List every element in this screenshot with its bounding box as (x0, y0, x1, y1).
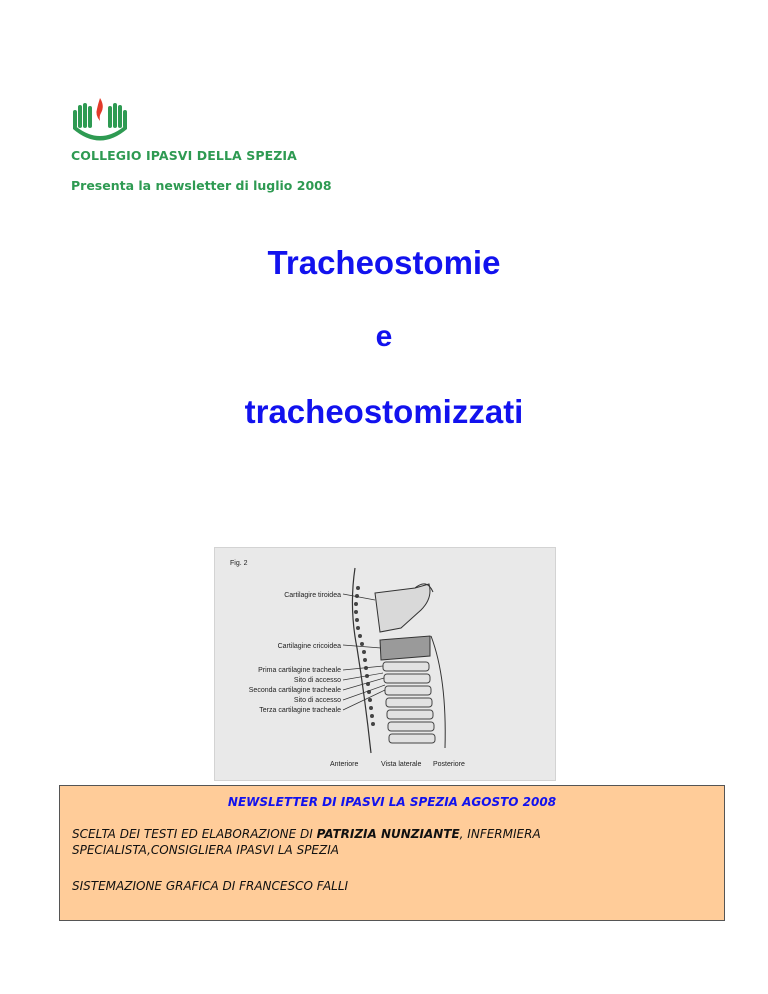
trachea-illustration (343, 568, 445, 753)
label-cartilagine-tiroidea: Cartilagire tiroidea (284, 592, 341, 599)
label-seconda-cartilagine: Seconda cartilagine tracheale (248, 687, 341, 694)
trachea-figure (214, 547, 556, 781)
title-line-1: Tracheostomie (267, 244, 501, 281)
title-line-3: tracheostomizzati (244, 393, 524, 430)
credits-text (72, 826, 692, 858)
label-vista-laterale: Vista laterale (381, 761, 422, 768)
label-cartilagine-cricoidea: Cartilagine cricoidea (277, 643, 341, 650)
newsletter-title: NEWSLETTER DI IPASVI LA SPEZIA AGOSTO 2008 (227, 795, 557, 809)
label-anteriore: Anteriore (330, 761, 359, 768)
label-posteriore: Posteriore (433, 761, 465, 768)
title-line-2: e (375, 320, 393, 353)
newsletter-info-box (59, 785, 725, 921)
organization-name: COLLEGIO IPASVI DELLA SPEZIA (71, 148, 297, 163)
newsletter-subtitle: Presenta la newsletter di luglio 2008 (71, 178, 332, 193)
label-terza-cartilagine: Terza cartilagine tracheale (259, 707, 341, 714)
figure-caption: Fig. 2 (230, 560, 248, 567)
credits-author: PATRIZIA NUNZIANTE (316, 827, 460, 841)
ipasvi-logo-icon (70, 96, 130, 144)
label-sito-accesso-2: Sito di accesso (293, 697, 341, 704)
credits-suffix: , INFERMIERA SPECIALISTA,CONSIGLIERA IPASVI LA SPEZIA (72, 827, 541, 857)
credits-prefix: SCELTA DEI TESTI ED ELABORAZIONE DI (72, 827, 317, 841)
label-prima-cartilagine: Prima cartilagine tracheale (258, 667, 341, 674)
label-sito-accesso-1: Sito di accesso (293, 677, 341, 684)
graphics-credit: SISTEMAZIONE GRAFICA DI FRANCESCO FALLI (72, 879, 349, 893)
